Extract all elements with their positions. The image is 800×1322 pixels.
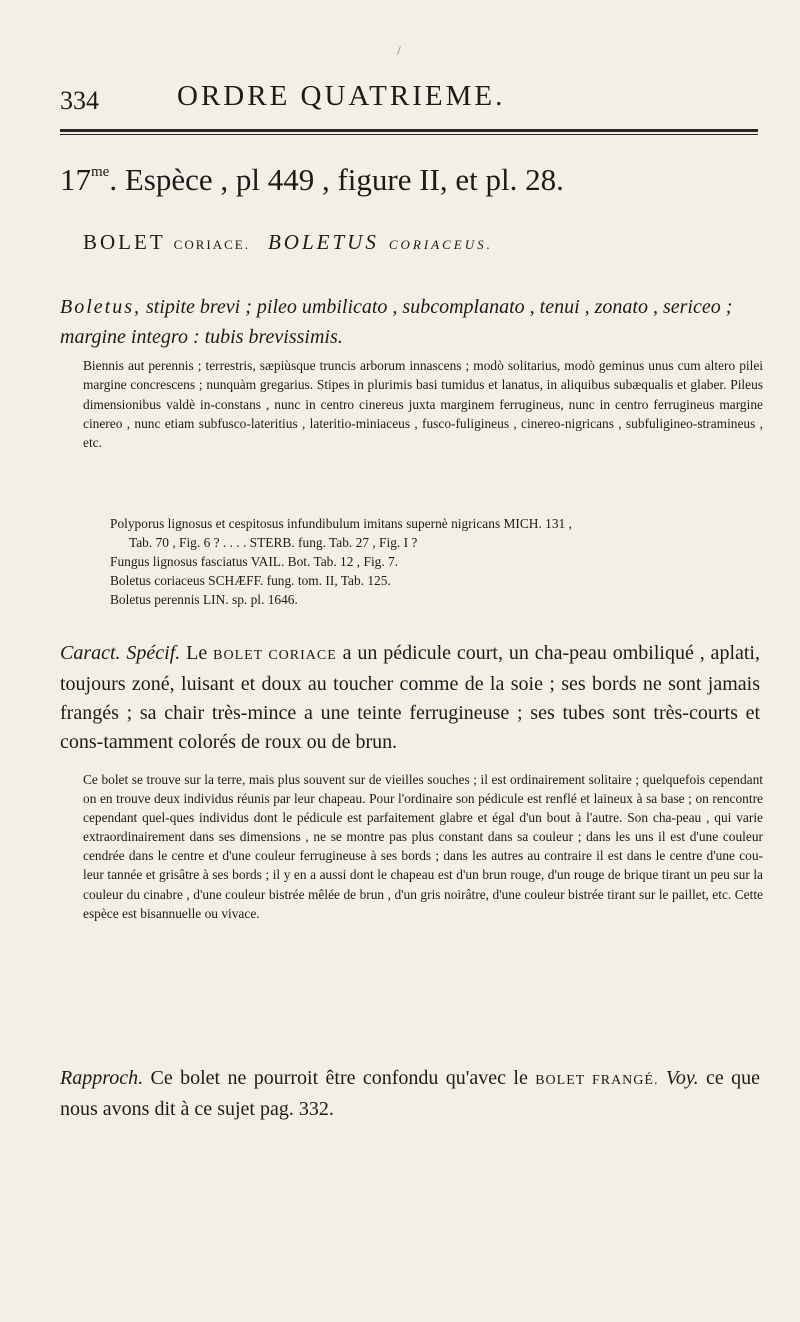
french-epithet: CORIACE. [173,237,250,252]
diagnosis-genus: Boletus, [60,296,141,318]
rapproch-species-name: BOLET FRANGÉ. [535,1073,659,1088]
latin-epithet: CORIACEUS. [388,237,493,252]
running-title: ORDRE QUATRIEME. [177,80,506,112]
rapproch-text-2: ce que nous avons dit à ce sujet pag. 332. [60,1067,760,1120]
caract-species-name: BOLET CORIACE [213,648,337,663]
species-names [83,230,763,255]
rapproch-label: Rapproch. [60,1067,144,1089]
reference-vaillant: Fungus lignosus fasciatus VAIL. Bot. Tab. 12 , Fig. 7. [110,554,399,569]
latin-genus: BOLETUS [267,230,379,254]
rapproch-text-1: Ce bolet ne pourroit être confondu qu'avec le [143,1067,536,1089]
latin-diagnosis [60,292,760,352]
caract-intro: Le [180,642,214,664]
synonymy-references [110,514,760,609]
species-heading-text: . Espèce , pl 449 , figure II, et pl. 28. [109,162,564,197]
french-genus: BOLET [83,230,166,254]
french-description: Ce bolet se trouve sur la terre, mais plus souvent sur de vieilles souches ; il est ordinairement solitaire ; quelquefois cependant on en trouve deux individus réunis par leur chapeau. Pour l'ordinaire son pédicule est renflé et laineux à sa base ; on rencontre cependant quel-ques individus dont le pédicule est parfaitement glabre et égal d'un bout à l'autre. Son cha-peau , qui varie extraordinairement dans ses dimensions , ne se montre pas plus constant dans sa couleur ; dans les uns il est d'une couleur cendrée dans le centre et d'une couleur ferrugineuse à ses bords ; dans les autres au contraire il est dans le centre d'une cou-leur tannée et grisâtre à ses bords ; il y en a aussi dont le chapeau est d'un brun rouge, d'un rouge de brique tirant un peu sur la couleur du cinabre , d'une couleur bistrée mêlée de brun , d'un gris noirâtre, d'une couleur bistrée tirant sur le paillet, etc. Cette espèce est bisannuelle ou vivace. [83,772,763,921]
specific-characters [60,639,760,757]
species-number-superscript: me [91,164,110,180]
rapprochement [60,1064,760,1124]
species-heading [60,162,760,198]
page-number: 334 [60,86,99,115]
diagnosis-text: stipite brevi ; pileo umbilicato , subcomplanato , tenui , zonato , sericeo ; margine integro : tubis brevissimis. [60,296,733,348]
species-number: 17 [60,162,91,197]
header-rule-thin [60,134,758,135]
reference-schaeffer: Boletus coriaceus SCHÆFF. fung. tom. II, Tab. 125. [110,573,391,588]
running-head [60,80,760,120]
rapproch-voy: Voy. [658,1067,699,1089]
header-rule-thick [60,129,758,132]
reference-michelius-continued: Tab. 70 , Fig. 6 ? . . . . STERB. fung. Tab. 27 , Fig. I ? [129,535,418,550]
stray-mark: / [397,43,401,58]
reference-linnaeus: Boletus perennis LIN. sp. pl. 1646. [110,592,298,607]
reference-michelius: Polyporus lignosus et cespitosus infundibulum imitans supernè nigricans MICH. 131 , [110,516,572,531]
latin-description: Biennis aut perennis ; terrestris, sæpiùsque truncis arborum innascens ; modò solitarius, modò geminus unus cum altero pilei margine concrescens ; nunquàm gregarius. Stipes in plurimis basi tumidus et lanatus, in aliquibus subæqualis et glaber. Pileus dimensionibus valdè in-constans , nunc in centro cinereus juxta marginem ferrugineus, nunc in centro ferrugineus margine cinereo , nunc etiam subfusco-lateritius , lateritio-miniaceus , fusco-fuligineus , cinereo-nigricans , subfuligineo-stramineus , etc. [83,358,763,451]
caract-label: Caract. Spécif. [60,642,181,664]
caract-text: a un pédicule court, un cha-peau ombiliqué , aplati, toujours zoné, luisant et doux au toucher comme de la soie ; ses bords ne sont jamais frangés ; sa chair très-mince a une teinte ferrugineuse ; ses tubes sont très-courts et cons-tamment colorés de roux ou de brun. [60,642,760,753]
